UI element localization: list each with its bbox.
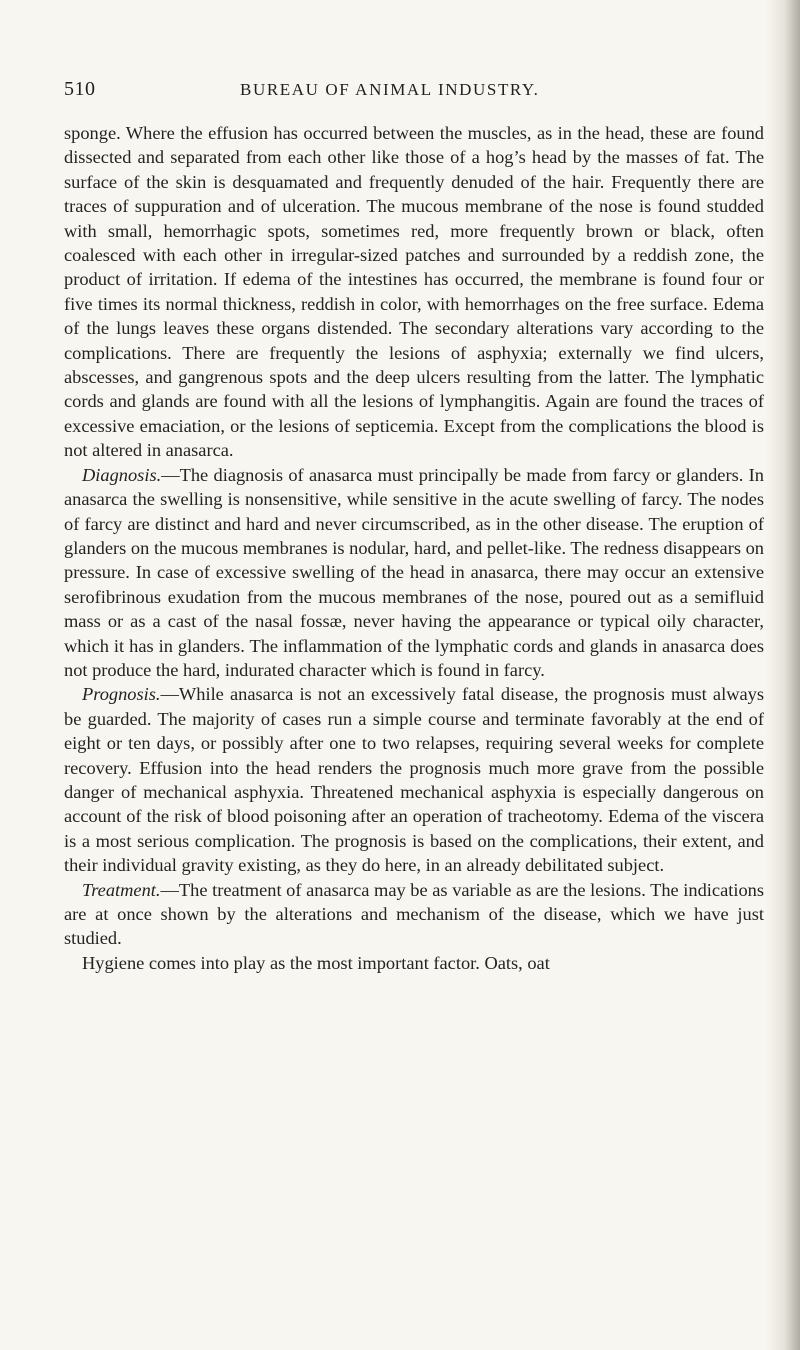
paragraph-treatment bbox=[64, 878, 764, 951]
paragraph-hygiene bbox=[64, 951, 764, 975]
paragraph-diagnosis bbox=[64, 463, 764, 683]
paragraph-text: Hygiene comes into play as the most important factor. Oats, oat bbox=[82, 952, 550, 973]
section-heading-prognosis: Prognosis. bbox=[82, 684, 161, 705]
paragraph-text: —The treatment of anasarca may be as variable as are the lesions. The indications are at once shown by the alterations and mechanism of the disease, which we have just studied. bbox=[64, 879, 764, 949]
paragraph-prognosis bbox=[64, 682, 764, 877]
page-edge-shadow bbox=[766, 0, 800, 1350]
page-header bbox=[64, 78, 764, 108]
running-head: BUREAU OF ANIMAL INDUSTRY. bbox=[240, 80, 540, 99]
section-heading-treatment: Treatment. bbox=[82, 879, 161, 900]
paragraph-text: sponge. Where the effusion has occurred between the muscles, as in the head, these are found dissected and separated from each other like those of a hog’s head by the masses of fat. The surface of the skin is desquamated and frequently denuded of the hair. Frequently there are traces of suppuration and of ulceration. The mucous membrane of the nose is found studded with small, hemorrhagic spots, sometimes red, more frequently brown or black, often coalesced with each other in irregular-sized patches and surrounded by a reddish zone, the product of irritation. If edema of the intestines has occurred, the membrane is found four or five times its normal thickness, reddish in color, with hemorrhages on the free surface. Edema of the lungs leaves these organs distended. The secondary alterations vary according to the complications. There are frequently the lesions of asphyxia; externally we find ulcers, abscesses, and gangrenous spots and the deep ulcers resulting from the latter. The lymphatic cords and glands are found with all the lesions of lymphangitis. Again are found the traces of excessive emaciation, or the lesions of septicemia. Except from the complications the blood is not altered in anasarca. bbox=[64, 123, 764, 461]
paragraph-text: —While anasarca is not an excessively fatal disease, the prognosis must always be guarded. The majority of cases run a simple course and terminate favorably at the end of eight or ten days, or possibly after one to two relapses, requiring several weeks for complete recovery. Effusion into the head renders the prognosis much more grave from the possible danger of mechanical asphyxia. Threatened mechanical asphyxia is especially dangerous on account of the risk of blood poisoning after an operation of tracheotomy. Edema of the viscera is a most serious complication. The prognosis is based on the complications, their extent, and their individual gravity existing, as they do here, in an already debilitated subject. bbox=[64, 684, 764, 876]
page-number: 510 bbox=[64, 78, 96, 100]
section-heading-diagnosis: Diagnosis. bbox=[82, 464, 162, 485]
body-text bbox=[64, 121, 764, 975]
paragraph-lesions bbox=[64, 121, 764, 463]
paragraph-text: —The diagnosis of anasarca must principally be made from farcy or glanders. In anasarca the swelling is nonsensitive, while sensitive in the acute swelling of farcy. The nodes of farcy are distinct and hard and never circumscribed, as in the other disease. The eruption of glanders on the mucous membranes is nodular, hard, and pellet-like. The redness disappears on pressure. In case of excessive swelling of the head in anasarca, there may occur an extensive serofibrinous exudation from the mucous membranes of the nose, poured out as a semifluid mass or as a cast of the nasal fossæ, never having the appearance or typical oily character, which it has in glanders. The inflammation of the lymphatic cords and glands in anasarca does not produce the hard, indurated character which is found in farcy. bbox=[64, 464, 764, 680]
